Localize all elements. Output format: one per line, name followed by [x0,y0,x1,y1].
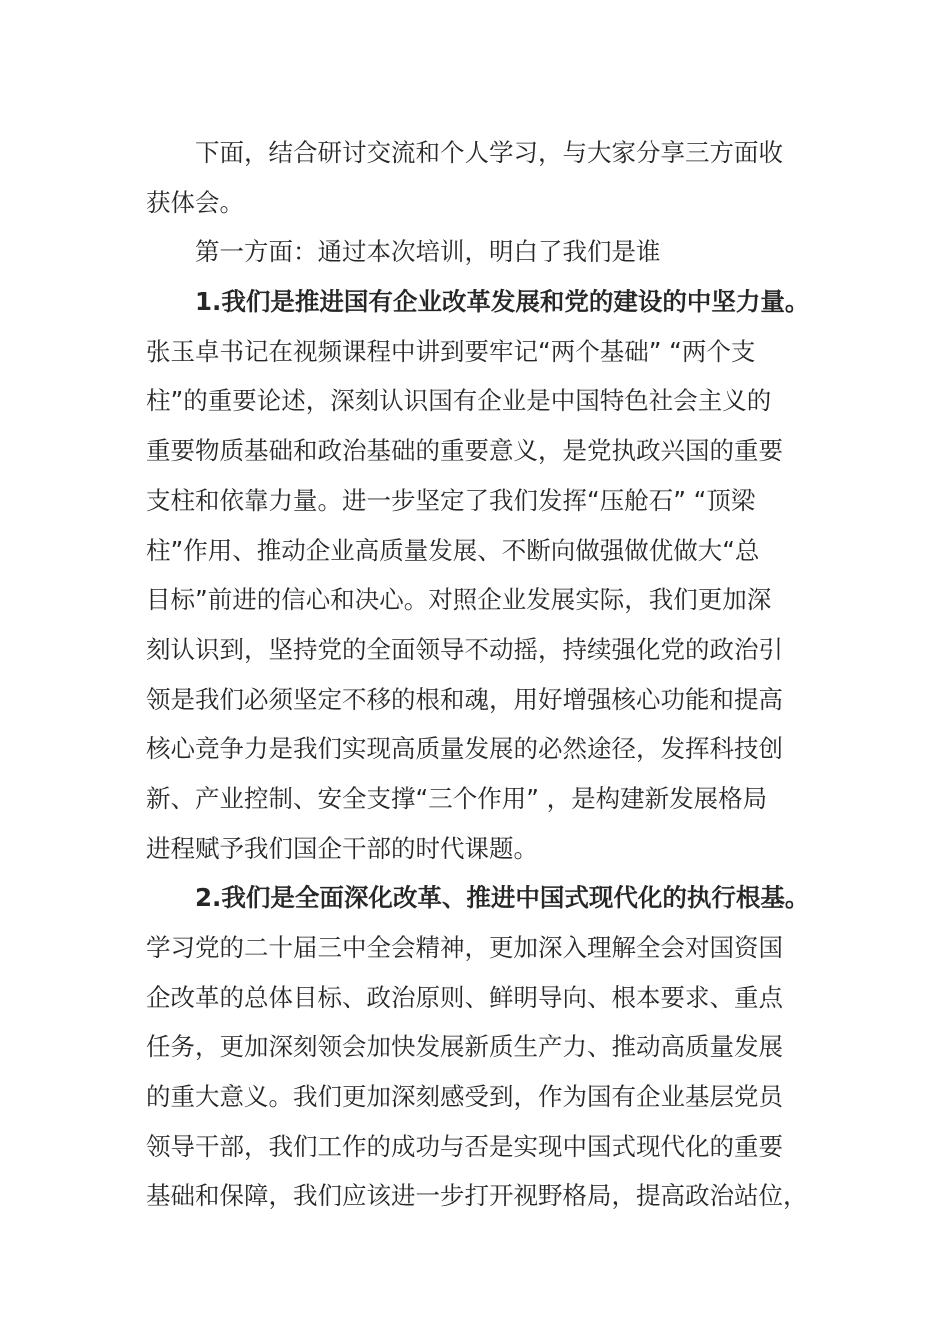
text-line: 任务，更加深刻领会加快发展新质生产力、推动高质量发展 [146,1032,783,1062]
text-line: 获体会。 [146,187,244,217]
text-line: 学习党的二十届三中全会精神，更加深入理解全会对国资国 [146,933,783,962]
paragraph-intro [146,128,814,227]
paragraph-point-1 [146,277,814,873]
document-page [146,128,814,1221]
text-line: 柱”的重要论述，深刻认识国有企业是中国特色社会主义的 [146,386,772,416]
text-line: 下面，结合研讨交流和个人学习，与大家分享三方面收 [195,138,783,167]
point-heading: 1.我们是推进国有企业改革发展和党的建设的中坚力量。 [195,287,810,317]
point-heading: 2.我们是全面深化改革、推进中国式现代化的执行根基。 [195,883,810,913]
text-line: 领是我们必须坚定不移的根和魂，用好增强核心功能和提高 [146,684,783,714]
text-line: 张玉卓书记在视频课程中讲到要牢记“两个基础” “两个支 [146,336,756,366]
text-line: 刻认识到，坚持党的全面领导不动摇，持续强化党的政治引 [146,634,783,664]
text-line: 领导干部，我们工作的成功与否是实现中国式现代化的重要 [146,1131,783,1161]
section-heading [146,227,814,277]
text-line: 新、产业控制、安全支撑“三个作用” ，是构建新发展格局 [146,783,768,813]
text-line: 第一方面：通过本次培训，明白了我们是谁 [195,237,661,267]
text-line: 企改革的总体目标、政治原则、鲜明导向、根本要求、重点 [146,982,783,1012]
text-line: 目标”前进的信心和决心。对照企业发展实际，我们更加深 [146,585,772,615]
text-line: 重要物质基础和政治基础的重要意义，是党执政兴国的重要 [146,436,783,466]
text-line: 的重大意义。我们更加深刻感受到，作为国有企业基层党员 [146,1082,783,1112]
text-line: 柱”作用、推动企业高质量发展、不断向做强做优做大“总 [146,535,760,565]
text-line: 基础和保障，我们应该进一步打开视野格局，提高政治站位， [146,1181,808,1211]
text-line: 支柱和依靠力量。进一步坚定了我们发挥“压舱石” “顶梁 [146,485,756,515]
paragraph-point-2 [146,873,814,1221]
text-line: 进程赋予我们国企干部的时代课题。 [146,833,538,863]
text-line: 核心竞争力是我们实现高质量发展的必然途径，发挥科技创 [146,734,783,764]
